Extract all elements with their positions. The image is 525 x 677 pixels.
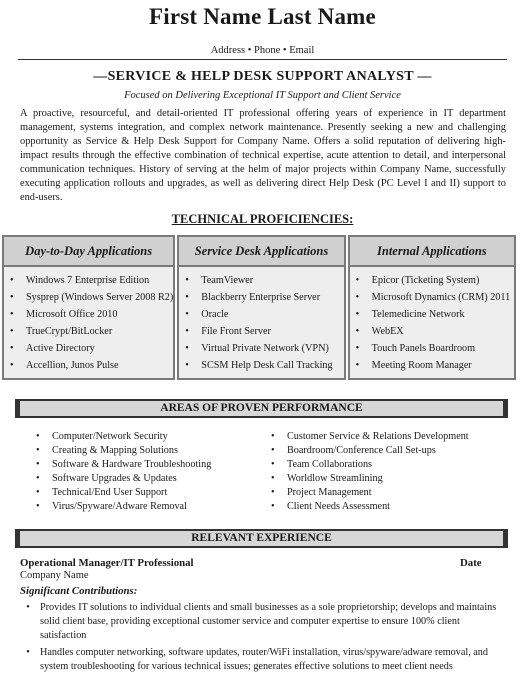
bullet-icon: • [36,500,40,512]
bullet-icon: • [26,602,30,613]
skills-column-title: Internal Applications [350,237,514,267]
job-date: Date [460,557,482,569]
bullet-icon: • [10,292,14,303]
list-item: • Customer Service & Relations Development [271,431,469,442]
skills-list [350,267,514,374]
contributions-label: Significant Contributions: [20,585,138,597]
summary-paragraph: A proactive, resourceful, and detail-oriented IT professional offering years of experience in IT department management, systems integration, and complex network maintenance. Presently seeking a new and challenging opportunity as Service & Help Desk Support for Company Name. Offers a solid reputation of delivering high-impact results through the effective combination of technical expertise, acute attention to detail, and interpersonal communication techniques. History of serving at the helm of major projects within Company Name, successfully executing application rollouts and upgrades, as well as delivering direct Help Desk (PC Level I and II) support to end-users. [20,108,506,203]
list-item: • SCSM Help Desk Call Tracking [185,357,343,374]
list-item: • Creating & Mapping Solutions [36,444,178,456]
list-item: • Boardroom/Conference Call Set-ups [271,444,436,456]
company-name: Company Name [20,570,89,581]
bullet-icon: • [185,292,189,303]
bullet-icon: • [10,343,14,354]
bullet-icon: • [185,309,189,320]
skills-column-internal [348,235,516,380]
contact-line: Address • Phone • Email [210,45,315,56]
bullet-icon: • [355,275,360,286]
bullet-icon: • [185,275,189,286]
list-item: • Software & Hardware Troubleshooting [36,458,212,470]
bullet-icon: • [26,647,30,658]
list-item: • Telemedicine Network [356,306,514,323]
bullet-icon: • [36,444,40,456]
list-item: • Technical/End User Support [36,486,168,498]
bullet-icon: • [36,486,40,498]
bullet-icon: • [10,309,14,320]
bullet-icon: • [185,360,189,371]
bullet-icon: • [10,275,14,286]
skills-list [179,267,343,374]
list-item: • Computer/Network Security [36,431,168,442]
bullet-icon: • [36,472,40,484]
bullet-icon: • [355,309,360,320]
technical-heading: TECHNICAL PROFICIENCIES: [171,212,354,226]
bullet-icon: • [355,343,360,354]
list-item: • Software Upgrades & Updates [36,472,177,484]
bullet-icon: • [10,360,14,371]
bullet-icon: • [355,292,360,303]
role-title: —SERVICE & HELP DESK SUPPORT ANALYST — [93,69,432,84]
list-item: • Active Directory [10,340,173,357]
skills-list [4,267,173,374]
bullet-icon: • [355,360,360,371]
list-item: • Microsoft Dynamics (CRM) 2011 [356,289,514,306]
list-item: • Project Management [271,486,372,498]
bullet-icon: • [271,486,275,498]
list-item: • Worldlow Streamlining [271,472,383,484]
list-item: • File Front Server [185,323,343,340]
list-item: • Virus/Spyware/Adware Removal [36,500,187,512]
list-item: • Oracle [185,306,343,323]
list-item: • Microsoft Office 2010 [10,306,173,323]
bullet-icon: • [271,500,275,512]
skills-column-title: Service Desk Applications [179,237,343,267]
experience-heading: RELEVANT EXPERIENCE [15,529,508,548]
bullet-icon: • [271,431,275,442]
performance-list-right [271,430,506,513]
bullet-icon: • [10,326,14,337]
bullet-icon: • [185,326,189,337]
bullet-icon: • [355,326,360,337]
list-item: • Team Collaborations [271,458,373,470]
bullet-icon: • [271,472,275,484]
skills-column-title: Day-to-Day Applications [4,237,173,267]
bullet-icon: • [36,458,40,470]
performance-heading: AREAS OF PROVEN PERFORMANCE [15,399,508,418]
list-item: • Handles computer networking, software updates, router/WiFi installation, virus/spyware/adware removal, and system troubleshooting for various technical issues; generates effective solutions to meet client needs [20,646,506,674]
performance-lists [36,430,506,513]
list-item: • Blackberry Enterprise Server [185,289,343,306]
skills-column-day-to-day [2,235,175,380]
header-divider [18,59,507,60]
list-item: • Touch Panels Boardroom [356,340,514,357]
list-item: • Virtual Private Network (VPN) [185,340,343,357]
bullet-icon: • [185,343,189,354]
list-item: • Windows 7 Enterprise Edition [10,272,173,289]
skills-table [2,235,516,380]
skills-column-service-desk [177,235,345,380]
job-title: Operational Manager/IT Professional [20,557,194,569]
performance-list-left [36,430,271,513]
list-item: • Meeting Room Manager [356,357,514,374]
list-item: • Provides IT solutions to individual clients and small businesses as a sole proprietorship; develops and maintains solid client base, providing exceptional customer service and computer expertise to ensure 100% client satisfaction [20,601,506,643]
list-item: • WebEX [356,323,514,340]
list-item: • TeamViewer [185,272,343,289]
resume-name: First Name Last Name [149,4,376,29]
list-item: • Sysprep (Windows Server 2008 R2) [10,289,173,306]
bullet-icon: • [271,444,275,456]
bullet-icon: • [271,458,275,470]
list-item: • Client Needs Assessment [271,500,390,512]
bullet-icon: • [36,431,40,442]
list-item: • Accellion, Junos Pulse [10,357,173,374]
list-item: • TrueCrypt/BitLocker [10,323,173,340]
list-item: • Epicor (Ticketing System) [356,272,514,289]
contribution-bullets [20,601,506,677]
role-tagline: Focused on Delivering Exceptional IT Support and Client Service [124,90,401,101]
